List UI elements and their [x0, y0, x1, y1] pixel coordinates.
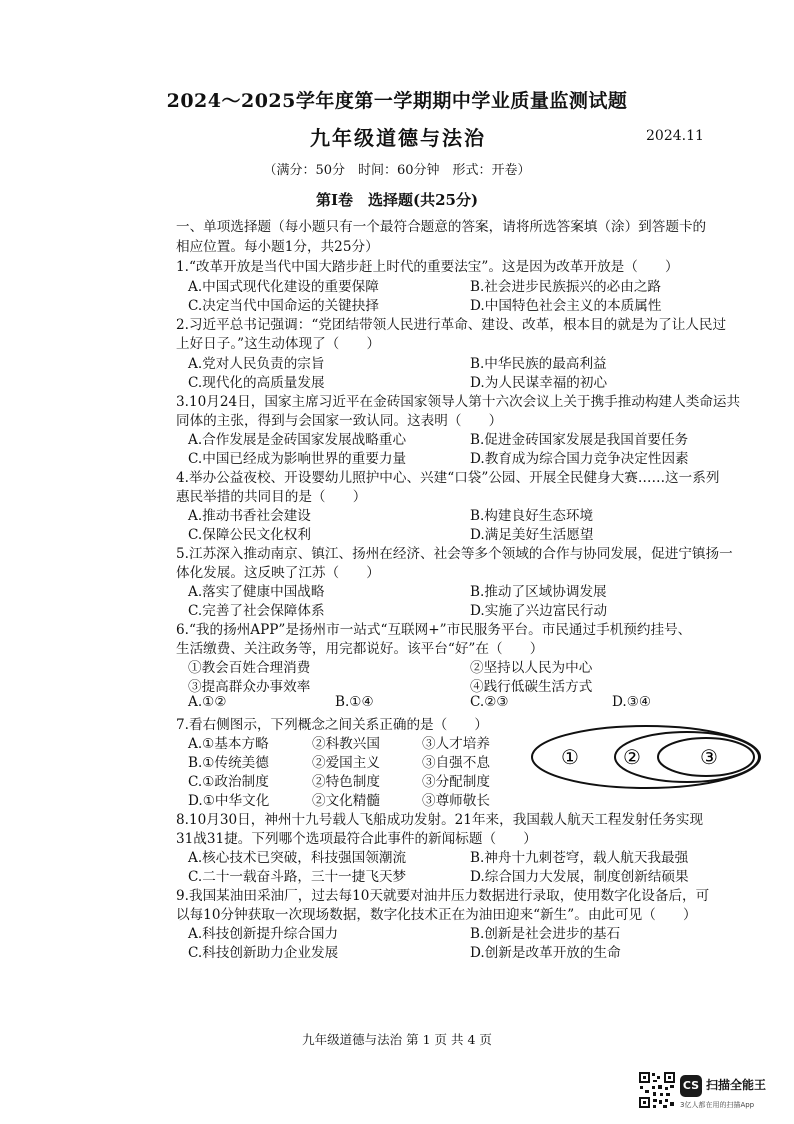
q9-option-b: B.创新是社会进步的基石: [470, 926, 621, 942]
scanner-watermark: [680, 1073, 790, 1113]
q6-item-4: ④践行低碳生活方式: [470, 679, 593, 695]
q4-option-d: D.满足美好生活愿望: [470, 527, 594, 543]
q6-option-a: A.①②: [188, 694, 227, 710]
q9-option-d: D.创新是改革开放的生命: [470, 945, 621, 961]
q7-row-c-3: ③分配制度: [422, 774, 490, 790]
q3-option-a: A.合作发展是金砖国家发展战略重心: [188, 432, 407, 448]
q5-option-d: D.实施了兴边富民行动: [470, 603, 608, 619]
ellipse-label-1: ①: [561, 745, 579, 769]
section-heading: 第Ⅰ卷 选择题(共25分): [315, 191, 479, 209]
q2-stem-1: 2.习近平总书记强调：“党团结带领人民进行革命、建设、改革，根本目的就是为了让人民过: [176, 317, 727, 333]
q9-stem-2: 以每10分钟获取一次现场数据，数字化技术正在为油田迎来“新生”。由此可见（ ）: [176, 907, 697, 923]
q5-option-a: A.落实了健康中国战略: [188, 584, 325, 600]
instructions-line-1: 一、单项选择题（每小题只有一个最符合题意的答案，请将所选答案填（涂）到答题卡的: [176, 219, 707, 235]
q6-item-3: ③提高群众办事效率: [188, 679, 311, 695]
q8-option-c: C.二十一载奋斗路，三十一捷飞天梦: [188, 869, 407, 885]
q8-stem-2: 31战31捷。下列哪个选项最符合此事件的新闻标题（ ）: [176, 831, 537, 847]
q1-option-a: A.中国式现代化建设的重要保障: [188, 279, 379, 295]
qr-code-icon: [638, 1071, 676, 1109]
q6-option-d: D.③④: [612, 694, 652, 710]
q1-option-d: D.中国特色社会主义的本质属性: [470, 298, 662, 314]
ellipse-label-2: ②: [623, 745, 641, 769]
q9-option-a: A.科技创新提升综合国力: [188, 926, 339, 942]
q5-option-c: C.完善了社会保障体系: [188, 603, 325, 619]
q8-option-b: B.神舟十九刺苍穹，载人航天我最强: [470, 850, 689, 866]
q5-option-b: B.推动了区域协调发展: [470, 584, 607, 600]
q6-option-c: C.②③: [470, 694, 509, 710]
q7-row-c-2: ②特色制度: [312, 774, 380, 790]
scanner-app-name: 扫描全能王: [706, 1078, 767, 1092]
q4-option-b: B.构建良好生态环境: [470, 508, 594, 524]
q7-row-a-1: A.①基本方略: [188, 736, 269, 752]
q3-option-b: B.促进金砖国家发展是我国首要任务: [470, 432, 689, 448]
scanner-tagline: 3亿人都在用的扫描App: [680, 1101, 755, 1109]
q9-stem-1: 9.我国某油田采油厂，过去每10天就要对油井压力数据进行录取，使用数字化设备后，可: [176, 888, 710, 904]
q3-stem-2: 同体的主张，得到与会国家一致认同。这表明（ ）: [176, 413, 503, 429]
q1-option-c: C.决定当代中国命运的关键抉择: [188, 298, 379, 314]
ellipse-label-3: ③: [700, 745, 718, 769]
q8-stem-1: 8.10月30日，神州十九号载人飞船成功发射。21年来，我国载人航天工程发射任务实现: [176, 812, 704, 828]
q7-row-a-2: ②科教兴国: [312, 736, 380, 752]
page-footer: 九年级道德与法治 第 1 页 共 4 页: [302, 1032, 492, 1047]
exam-title: 2024～2025学年度第一学期期中学业质量监测试题: [166, 90, 628, 112]
q7-row-a-3: ③人才培养: [422, 736, 490, 752]
q2-option-b: B.中华民族的最高利益: [470, 356, 607, 372]
q5-stem-1: 5.江苏深入推动南京、镇江、扬州在经济、社会等多个领域的合作与协同发展，促进宁镇扬一: [176, 546, 733, 562]
q7-nested-ellipses-diagram: [528, 722, 768, 792]
camscanner-logo-icon: CS: [680, 1075, 702, 1097]
q2-option-d: D.为人民谋幸福的初心: [470, 375, 608, 391]
q9-option-c: C.科技创新助力企业发展: [188, 945, 339, 961]
q7-row-c-1: C.①政治制度: [188, 774, 269, 790]
q6-stem-1: 6.“我的扬州APP”是扬州市一站式“互联网+”市民服务平台。市民通过手机预约挂号、: [176, 622, 692, 638]
q6-stem-2: 生活缴费、关注政务等，用完都说好。该平台“好”在（ ）: [176, 641, 544, 657]
q8-option-d: D.综合国力大发展，制度创新结硕果: [470, 869, 689, 885]
q7-row-b-1: B.①传统美德: [188, 755, 269, 771]
q6-item-1: ①教会百姓合理消费: [188, 660, 311, 676]
q4-stem-2: 惠民举措的共同目的是（ ）: [176, 489, 367, 505]
q3-stem-1: 3.10月24日，国家主席习近平在金砖国家领导人第十六次会议上关于携手推动构建人类命运共: [176, 394, 741, 410]
exam-date: 2024.11: [646, 128, 704, 144]
q4-option-c: C.保障公民文化权利: [188, 527, 311, 543]
q7-row-d-1: D.①中华文化: [188, 793, 270, 809]
q7-row-d-3: ③尊师敬长: [422, 793, 490, 809]
q2-option-a: A.党对人民负责的宗旨: [188, 356, 325, 372]
subject-title: 九年级道德与法治: [310, 126, 486, 150]
q2-stem-2: 上好日子。”这生动体现了（ ）: [176, 336, 381, 352]
q6-option-b: B.①④: [335, 694, 374, 710]
q3-option-d: D.教育成为综合国力竞争决定性因素: [470, 451, 689, 467]
q5-stem-2: 体化发展。这反映了江苏（ ）: [176, 565, 380, 581]
q4-option-a: A.推动书香社会建设: [188, 508, 311, 524]
q2-option-c: C.现代化的高质量发展: [188, 375, 325, 391]
q3-option-c: C.中国已经成为影响世界的重要力量: [188, 451, 407, 467]
q7-row-d-2: ②文化精髓: [312, 793, 380, 809]
q4-stem-1: 4.举办公益夜校、开设婴幼儿照护中心、兴建“口袋”公园、开展全民健身大赛……这一系列: [176, 470, 720, 486]
q1-option-b: B.社会进步民族振兴的必由之路: [470, 279, 662, 295]
exam-info: （满分：50分 时间：60分钟 形式：开卷）: [263, 163, 531, 178]
q7-row-b-3: ③自强不息: [422, 755, 490, 771]
q7-stem: 7.看右侧图示，下列概念之间关系正确的是（ ）: [176, 717, 489, 733]
q1-stem: 1.“改革开放是当代中国大踏步赶上时代的重要法宝”。这是因为改革开放是（ ）: [176, 259, 679, 275]
q6-item-2: ②坚持以人民为中心: [470, 660, 593, 676]
q8-option-a: A.核心技术已突破，科技强国领潮流: [188, 850, 407, 866]
q7-row-b-2: ②爱国主义: [312, 755, 380, 771]
instructions-line-2: 相应位置。每小题1分，共25分）: [176, 239, 379, 255]
